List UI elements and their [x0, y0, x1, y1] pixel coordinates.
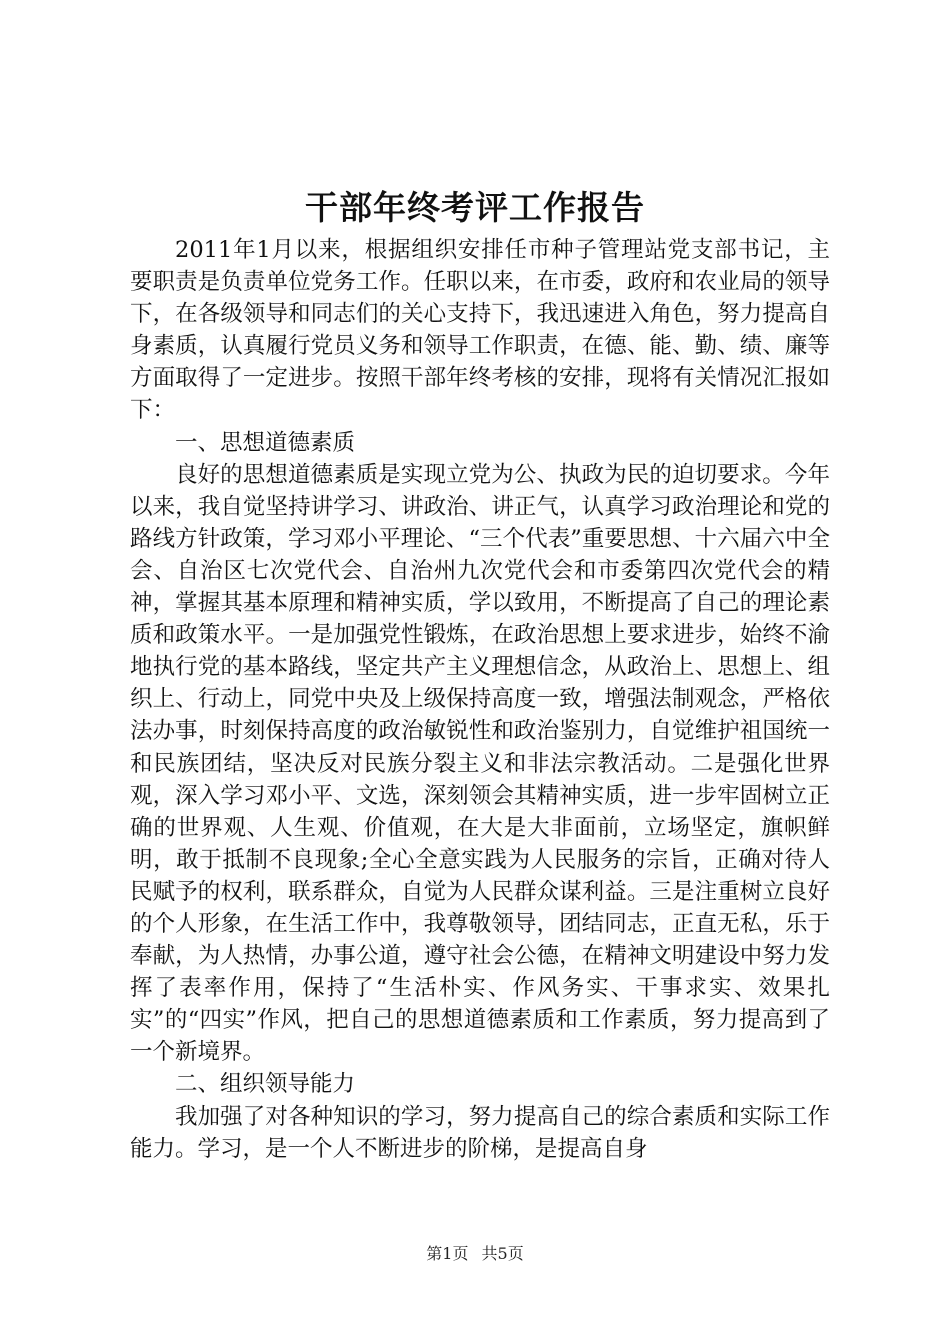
- paragraph-intro: 2011年1月以来，根据组织安排任市种子管理站党支部书记，主要职责是负责单位党务工作。任职以来，在市委，政府和农业局的领导下，在各级领导和同志们的关心支持下，我迅速进入角色，努力提高自身素质，认真履行党员义务和领导工作职责，在德、能、勤、绩、廉等方面取得了一定进步。按照干部年终考核的安排，现将有关情况汇报如下：: [130, 237, 830, 424]
- section-heading-2: 二、组织领导能力: [175, 1071, 356, 1098]
- page-footer: [0, 1242, 950, 1266]
- page-number: 第1页: [426, 1244, 469, 1263]
- document-title: 干部年终考评工作报告: [305, 188, 645, 227]
- document-body: [130, 234, 830, 1165]
- paragraph-section-1: 良好的思想道德素质是实现立党为公、执政为民的迫切要求。今年以来，我自觉坚持讲学习、讲政治、讲正气，认真学习政治理论和党的路线方针政策，学习邓小平理论、“三个代表”重要思想、十六届六中全会、自治区七次党代会、自治州九次党代会和市委第四次党代会的精神，掌握其基本原理和精神实质，学以致用，不断提高了自己的理论素质和政策水平。一是加强党性锻炼，在政治思想上要求进步，始终不渝地执行党的基本路线，坚定共产主义理想信念，从政治上、思想上、组织上、行动上，同党中央及上级保持高度一致，增强法制观念，严格依法办事，时刻保持高度的政治敏锐性和政治鉴别力，自觉维护祖国统一和民族团结，坚决反对民族分裂主义和非法宗教活动。二是强化世界观，深入学习邓小平、文选，深刻领会其精神实质，进一步牢固树立正确的世界观、人生观、价值观，在大是大非面前，立场坚定，旗帜鲜明，敢于抵制不良现象;全心全意实践为人民服务的宗旨，正确对待人民赋予的权利，联系群众，自觉为人民群众谋利益。三是注重树立良好的个人形象，在生活工作中，我尊敬领导，团结同志，正直无私，乐于奉献，为人热情，办事公道，遵守社会公德，在精神文明建设中努力发挥了表率作用，保持了“生活朴实、作风务实、干事求实、效果扎实”的“四实”作风，把自己的思想道德素质和工作素质，努力提高到了一个新境界。: [130, 461, 830, 1066]
- paragraph-section-2: 我加强了对各种知识的学习，努力提高自己的综合素质和实际工作能力。学习，是一个人不断进步的阶梯，是提高自身: [130, 1103, 830, 1162]
- page-total: 共5页: [481, 1244, 524, 1263]
- section-heading-1: 一、思想道德素质: [175, 429, 356, 456]
